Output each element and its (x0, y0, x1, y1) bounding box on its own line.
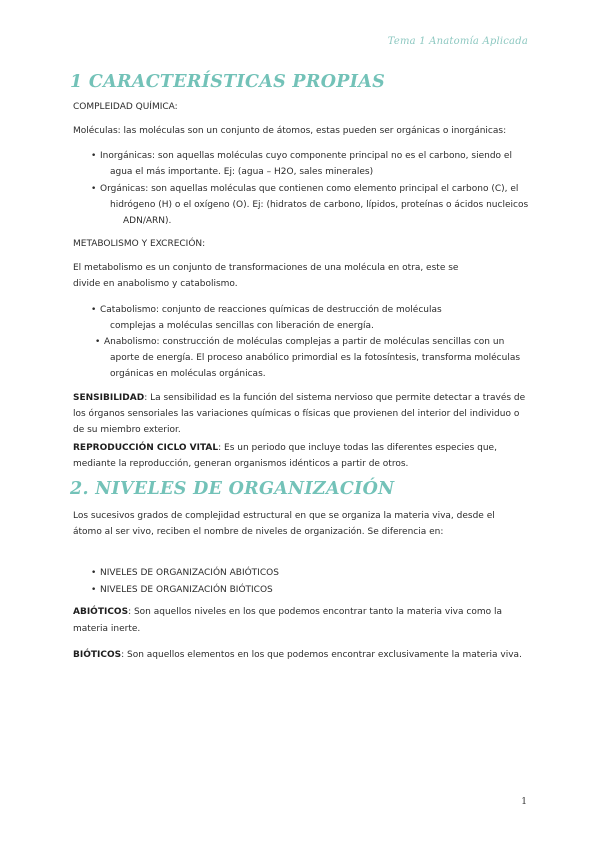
sensibilidad-line-1 (73, 390, 525, 406)
organicas-line-2: hidrógeno (H) o el oxígeno (O). Ej: (hidratos de carbono, lípidos, proteínas o ácidos nucleicos (110, 200, 529, 210)
inorganicas-line-1: • Inorgánicas: son aquellas moléculas cuyo componente principal no es el carbono, siendo el (100, 148, 512, 164)
bioticos-label: BIÓTICOS (73, 650, 122, 660)
reproduccion-text-1: : Es un periodo que incluye todas las diferentes especies que, (218, 443, 497, 453)
organicas-line-1: • Orgánicas: son aquellas moléculas que contienen como elemento principal el carbono (C), el (100, 181, 518, 197)
niveles-item-bioticos: • NIVELES DE ORGANIZACIÓN BIÓTICOS (100, 582, 273, 598)
bioticos-text-1: : Son aquellos elementos en los que podemos encontrar exclusivamente la materia viva. (121, 650, 522, 660)
sensibilidad-line-2: los órganos sensoriales las variaciones químicas o físicas que provienen del interior del individuo o (73, 409, 520, 419)
metabolismo-label: METABOLISMO Y EXCRECIÓN: (73, 239, 206, 249)
section-1-title: 1 CARACTERÍSTICAS PROPIAS (70, 72, 386, 92)
niveles-item-abioticos: • NIVELES DE ORGANIZACIÓN ABIÓTICOS (100, 565, 279, 581)
inorganicas-line-2: agua el más importante. Ej: (agua – H2O, sales minerales) (110, 167, 374, 177)
anabolismo-line-3: orgánicas en moléculas orgánicas. (110, 369, 266, 379)
anabolismo-line-1: • Anabolismo: construcción de moléculas complejas a partir de moléculas sencillas con un (104, 334, 528, 350)
reproduccion-line-2: mediante la reproducción, generan organismos idénticos a partir de otros. (73, 459, 409, 469)
metabolismo-line-1: El metabolismo es un conjunto de transformaciones de una molécula en otra, este se (73, 263, 459, 273)
organicas-line-3: ADN/ARN). (123, 216, 172, 226)
metabolismo-line-2: divide en anabolismo y catabolismo. (73, 279, 238, 289)
bioticos-line-1 (73, 647, 522, 663)
abioticos-label: ABIÓTICOS (73, 607, 129, 617)
sensibilidad-label: SENSIBILIDAD (73, 393, 145, 403)
page-number: 1 (521, 797, 527, 807)
running-header: Tema 1 Anatomía Aplicada (387, 36, 528, 47)
sensibilidad-text-1: : La sensibilidad es la función del sistema nervioso que permite detectar a través de (144, 393, 526, 403)
abioticos-line-2: materia inerte. (73, 624, 141, 634)
catabolismo-line-1: • Catabolismo: conjunto de reacciones químicas de destrucción de moléculas (100, 302, 442, 318)
moleculas-intro: Moléculas: las moléculas son un conjunto de átomos, estas pueden ser orgánicas o inorgánicas: (73, 126, 507, 136)
abioticos-text-1: : Son aquellos niveles en los que podemos encontrar tanto la materia viva como la (128, 607, 502, 617)
catabolismo-line-2: complejas a moléculas sencillas con liberación de energía. (110, 321, 374, 331)
reproduccion-label: REPRODUCCIÓN CICLO VITAL (73, 443, 219, 453)
sensibilidad-line-3: de su miembro exterior. (73, 425, 181, 435)
anabolismo-line-2: aporte de energía. El proceso anabólico primordial es la fotosíntesis, transforma moléculas (110, 353, 521, 363)
niveles-intro-line-2: átomo al ser vivo, reciben el nombre de niveles de organización. Se diferencia en: (73, 527, 444, 537)
section-2-title: 2. NIVELES DE ORGANIZACIÓN (70, 479, 395, 499)
reproduccion-line-1 (73, 440, 497, 456)
complejidad-label: COMPLEIDAD QUÍMICA: (73, 102, 178, 112)
niveles-intro-line-1: Los sucesivos grados de complejidad estructural en que se organiza la materia viva, desde el (73, 511, 495, 521)
abioticos-line-1 (73, 604, 528, 620)
